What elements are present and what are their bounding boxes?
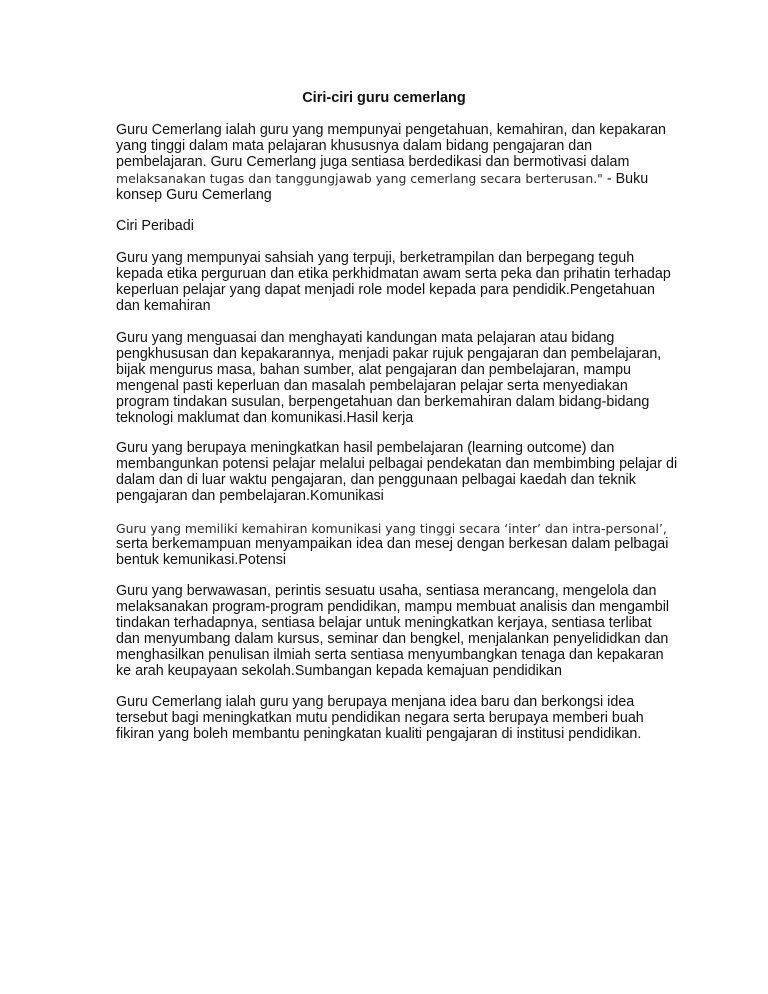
- text-line: Guru yang berupaya meningkatkan hasil pembelajaran (learning outcome) dan: [116, 440, 615, 456]
- text-line: dan menyumbang dalam kursus, seminar dan bengkel, menjalankan penyelididkan dan: [116, 630, 669, 647]
- text-line: Guru Cemerlang ialah guru yang berupaya menjana idea baru dan berkongsi idea: [116, 694, 635, 710]
- text-line: tindakan terhadapnya, sentiasa belajar untuk meningkatkan kerjaya, sentiasa terlibat: [116, 614, 652, 631]
- section-heading: [116, 219, 661, 235]
- text-line: tersebut bagi meningkatkan mutu pendidikan negara serta berupaya memberi buah: [116, 709, 644, 726]
- text-line: program tindakan susulan, berpengetahuan dan berkemahiran dalam bidang-bidang: [116, 393, 650, 410]
- text-line: bentuk kemunikasi.Potensi: [116, 551, 287, 568]
- text-line: yang tinggi dalam mata pelajaran khususnya dalam bidang pengajaran dan: [116, 137, 593, 154]
- paragraph-pengetahuan: [116, 331, 661, 426]
- text-line: membangunkan potensi pelajar melalui pelbagai pendekatan dan membimbing pelajar di: [116, 455, 678, 472]
- paragraph-komunikasi: [116, 521, 669, 569]
- text-line: teknologi maklumat dan komunikasi.Hasil kerja: [116, 409, 414, 426]
- text-line: serta berkemampuan menyampaikan idea dan mesej dengan berkesan dalam pelbagai: [116, 535, 669, 552]
- text-line: melaksanakan program-program pendidikan, mampu membuat analisis dan mengambil: [116, 598, 670, 615]
- text-line: bijak mengurus masa, bahan sumber, alat pengajaran dan pembelajaran, mampu: [116, 361, 632, 378]
- text-line: keperluan pelajar yang dapat menjadi role model kepada para pendidik.Pengetahuan: [116, 281, 655, 298]
- text-line: dalam dan di luar waktu pengajaran, dan penggunaan pelbagai kaedah dan teknik: [116, 471, 636, 488]
- text-line: Guru yang menguasai dan menghayati kandungan mata pelajaran atau bidang: [116, 330, 615, 346]
- text-line: pembelajaran. Guru Cemerlang juga sentiasa berdedikasi dan bermotivasi dalam: [116, 153, 630, 170]
- paragraph-potensi: [116, 583, 670, 679]
- text-line: konsep Guru Cemerlang: [116, 186, 272, 203]
- text-line: mengenal pasti keperluan dan masalah pembelajaran pelajar serta menyediakan: [116, 377, 628, 394]
- paragraph-peribadi: [116, 250, 671, 315]
- text-line: pengkhususan dan kepakarannya, menjadi pakar rujuk pengajaran dan pembelajaran,: [116, 345, 662, 362]
- quote-text: melaksanakan tugas dan tanggungjawab yang cemerlang secara berterusan.": [116, 170, 603, 186]
- text-line: Guru Cemerlang ialah guru yang mempunyai pengetahuan, kemahiran, dan kepakaran: [116, 122, 666, 138]
- text-line: [116, 171, 661, 188]
- text-line: Guru yang berwawasan, perintis sesuatu usaha, sentiasa merancang, mengelola dan: [116, 583, 657, 599]
- heading-text: Ciri Peribadi: [116, 218, 194, 234]
- source-text: - Buku: [602, 170, 649, 187]
- document-title: Ciri-ciri guru cemerlang: [302, 90, 466, 106]
- text-line: menghasilkan penulisan ilmiah serta sentiasa menyumbangkan tenaga dan kepakaran: [116, 646, 664, 663]
- text-line: pengajaran dan pembelajaran.Komunikasi: [116, 487, 384, 504]
- text-line: kepada etika perguruan dan etika perkhidmatan awam serta peka dan prihatin terhadap: [116, 265, 671, 282]
- text-line: Guru yang memiliki kemahiran komunikasi yang tinggi secara ‘inter’ dan intra-personal’,: [116, 521, 667, 536]
- text-line: fikiran yang boleh membantu peningkatan kualiti pengajaran di institusi pendidikan.: [116, 725, 642, 742]
- paragraph-hasil-kerja: [116, 440, 678, 505]
- text-line: dan kemahiran: [116, 297, 211, 314]
- intro-paragraph: [116, 122, 666, 204]
- text-line: ke arah keupayaan sekolah.Sumbangan kepada kemajuan pendidikan: [116, 662, 562, 679]
- text-line: Guru yang mempunyai sahsiah yang terpuji, berketrampilan dan berpegang teguh: [116, 250, 635, 266]
- paragraph-sumbangan: [116, 695, 661, 743]
